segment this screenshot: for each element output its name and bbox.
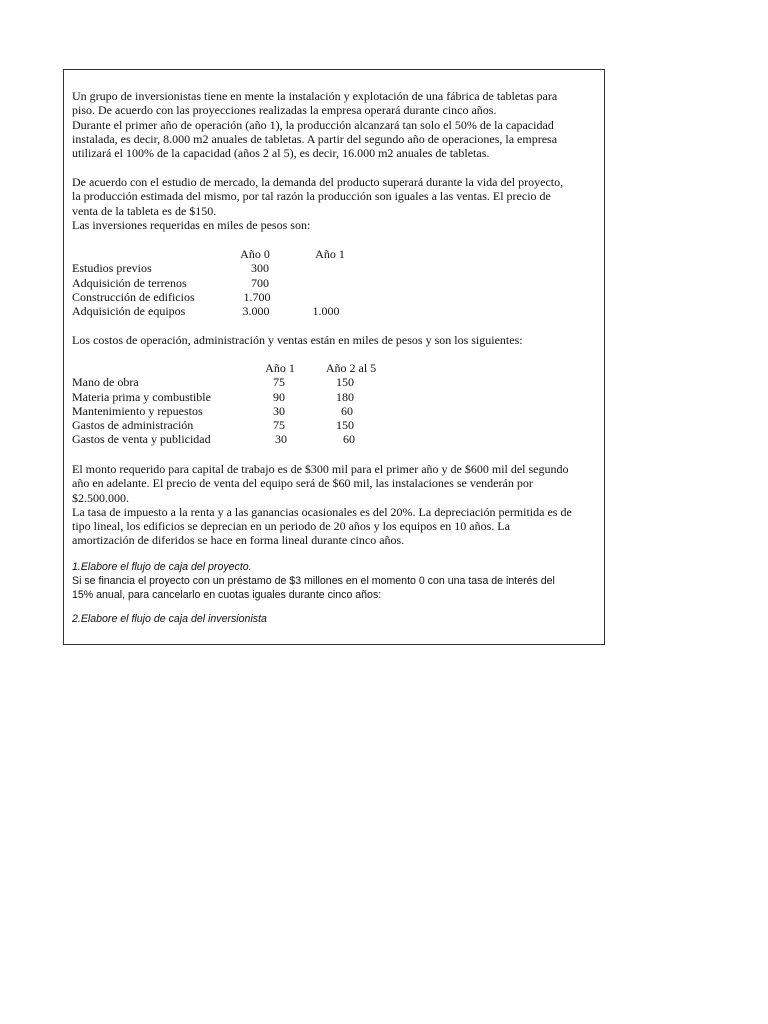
- intro-paragraph: [72, 89, 586, 160]
- cell-value: 150: [336, 418, 354, 433]
- text-line: 2.Elabore el flujo de caja del inversionista: [72, 613, 267, 625]
- cell-value: 30: [275, 432, 287, 447]
- column-header: Año 1: [265, 361, 295, 375]
- row-label: Gastos de venta y publicidad: [72, 432, 211, 447]
- text-line: amortización de diferidos se hace en forma lineal durante cinco años.: [72, 533, 405, 548]
- investments-table: [72, 247, 472, 318]
- table-row: [72, 290, 472, 304]
- cell-value: 60: [341, 403, 353, 418]
- row-label: Gastos de administración: [72, 418, 194, 433]
- cell-value: 3.000: [242, 304, 270, 319]
- table-row: [72, 261, 472, 275]
- text-line: Los costos de operación, administración y ventas están en miles de pesos y son los siguientes:: [72, 333, 523, 347]
- text-line: Si se financia el proyecto con un préstamo de $3 millones en el momento 0 con una tasa de interés del: [72, 575, 555, 587]
- row-label: Estudios previos: [72, 261, 152, 276]
- cell-value: 75: [273, 418, 285, 433]
- column-header: Año 1: [315, 247, 345, 261]
- text-line: venta de la tableta es de $150.: [72, 203, 217, 218]
- question-1: [72, 560, 586, 574]
- table-header-row: [72, 247, 472, 261]
- column-header: Año 0: [240, 247, 270, 261]
- row-label: Construcción de edificios: [72, 289, 195, 304]
- cell-value: 150: [336, 375, 354, 390]
- table-row: [72, 404, 472, 418]
- row-label: Mano de obra: [72, 375, 139, 390]
- table-row: [72, 276, 472, 290]
- text-line: La tasa de impuesto a la renta y a las ganancias ocasionales es del 20%. La depreciación permitida es de: [72, 504, 572, 519]
- row-label: Mantenimiento y repuestos: [72, 403, 203, 418]
- text-line: año en adelante. El precio de venta del equipo será de $60 mil, las instalaciones se venderán por: [72, 476, 533, 491]
- text-line: Un grupo de inversionistas tiene en mente la instalación y explotación de una fábrica de tabletas para: [72, 89, 558, 103]
- problem-statement-box: [63, 69, 605, 645]
- market-paragraph: [72, 175, 586, 232]
- table-row: [72, 390, 472, 404]
- text-line: tipo lineal, los edificios se deprecian en un periodo de 20 años y los equipos en 10 años. La: [72, 519, 510, 534]
- cell-value: 180: [336, 389, 354, 404]
- text-line: El monto requerido para capital de trabajo es de $300 mil para el primer año y de $600 mil del segundo: [72, 462, 569, 476]
- table-row: [72, 418, 472, 432]
- row-label: Adquisición de terrenos: [72, 275, 187, 290]
- text-line: utilizará el 100% de la capacidad (años 2 al 5), es decir, 16.000 m2 anuales de tabletas.: [72, 146, 490, 161]
- cell-value: 1.000: [312, 304, 340, 319]
- question-2: [72, 612, 586, 626]
- cell-value: 300: [251, 261, 269, 276]
- table-header-row: [72, 361, 472, 375]
- table-row: [72, 375, 472, 389]
- text-line: piso. De acuerdo con las proyecciones realizadas la empresa operará durante cinco años.: [72, 103, 497, 118]
- costs-table: [72, 361, 472, 447]
- text-line: Durante el primer año de operación (año 1), la producción alcanzará tan solo el 50% de la capacidad: [72, 117, 554, 132]
- text-line: la producción estimada del mismo, por tal razón la producción son iguales a las ventas. El precio de: [72, 189, 551, 204]
- text-line: 15% anual, para cancelarlo en cuotas iguales durante cinco años:: [72, 589, 382, 602]
- text-line: $2.500.000.: [72, 490, 129, 505]
- capital-paragraph: [72, 462, 586, 548]
- cell-value: 60: [343, 432, 355, 447]
- cell-value: 75: [273, 375, 285, 390]
- cell-value: 90: [273, 389, 285, 404]
- column-header: Año 2 al 5: [325, 361, 377, 375]
- cell-value: 30: [273, 403, 285, 418]
- row-label: Materia prima y combustible: [72, 389, 211, 404]
- cell-value: 1.700: [243, 289, 271, 304]
- table-row: [72, 432, 472, 446]
- table-row: [72, 304, 472, 318]
- row-label: Adquisición de equipos: [72, 304, 186, 319]
- text-line: instalada, es decir, 8.000 m2 anuales de tabletas. A partir del segundo año de operaciones, la empresa: [72, 131, 558, 146]
- costs-intro: [72, 333, 586, 347]
- text-line: 1.Elabore el flujo de caja del proyecto.: [72, 561, 252, 573]
- loan-paragraph: [72, 574, 586, 603]
- text-line: Las inversiones requeridas en miles de pesos son:: [72, 217, 311, 232]
- text-line: De acuerdo con el estudio de mercado, la demanda del producto superará durante la vida del proyecto,: [72, 175, 564, 189]
- cell-value: 700: [251, 275, 269, 290]
